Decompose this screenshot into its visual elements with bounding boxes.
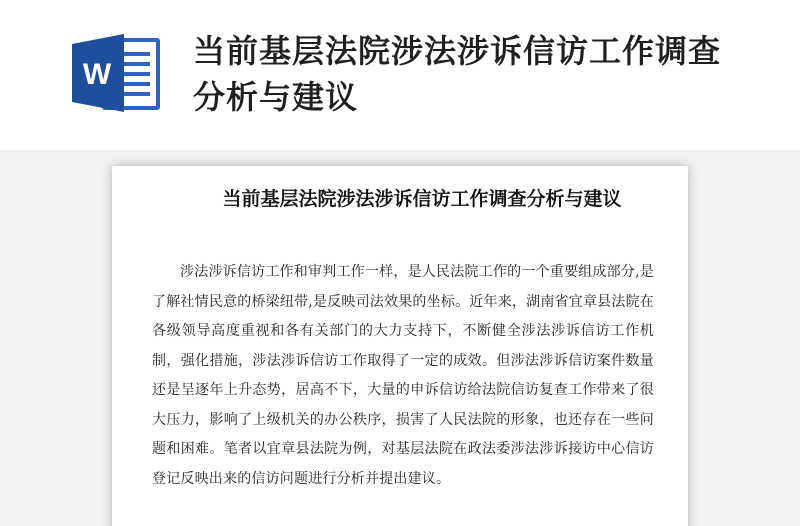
document-title: 当前基层法院涉法涉诉信访工作调查分析与建议 [222, 188, 622, 210]
banner-title: 当前基层法院涉法涉诉信访工作调查分析与建议 [193, 32, 722, 116]
banner [0, 0, 800, 150]
word-icon-letter: W [82, 58, 112, 91]
document-page [112, 166, 688, 526]
document-paragraph: 涉法涉诉信访工作和审判工作一样，是人民法院工作的一个重要组成部分,是了解社情民意的桥梁纽带,是反映司法效果的坐标。近年来，湖南省宜章县法院在各级领导高度重视和各有关部门的大力支持下，不断健全涉法涉诉信访工作机制，强化措施，涉法涉诉信访工作取得了一定的成效。但涉法涉诉信访案件数量还是呈逐年上升态势，居高不下，大量的申诉信访给法院信访复查工作带来了很大压力，影响了上级机关的办公秩序，损害了人民法院的形象，也还存在一些问题和困难。笔者以宜章县法院为例，对基层法院在政法委涉法涉诉接访中心信访登记反映出来的信访问题进行分析并提出建议。 [152, 264, 654, 487]
word-document-icon [72, 32, 164, 114]
